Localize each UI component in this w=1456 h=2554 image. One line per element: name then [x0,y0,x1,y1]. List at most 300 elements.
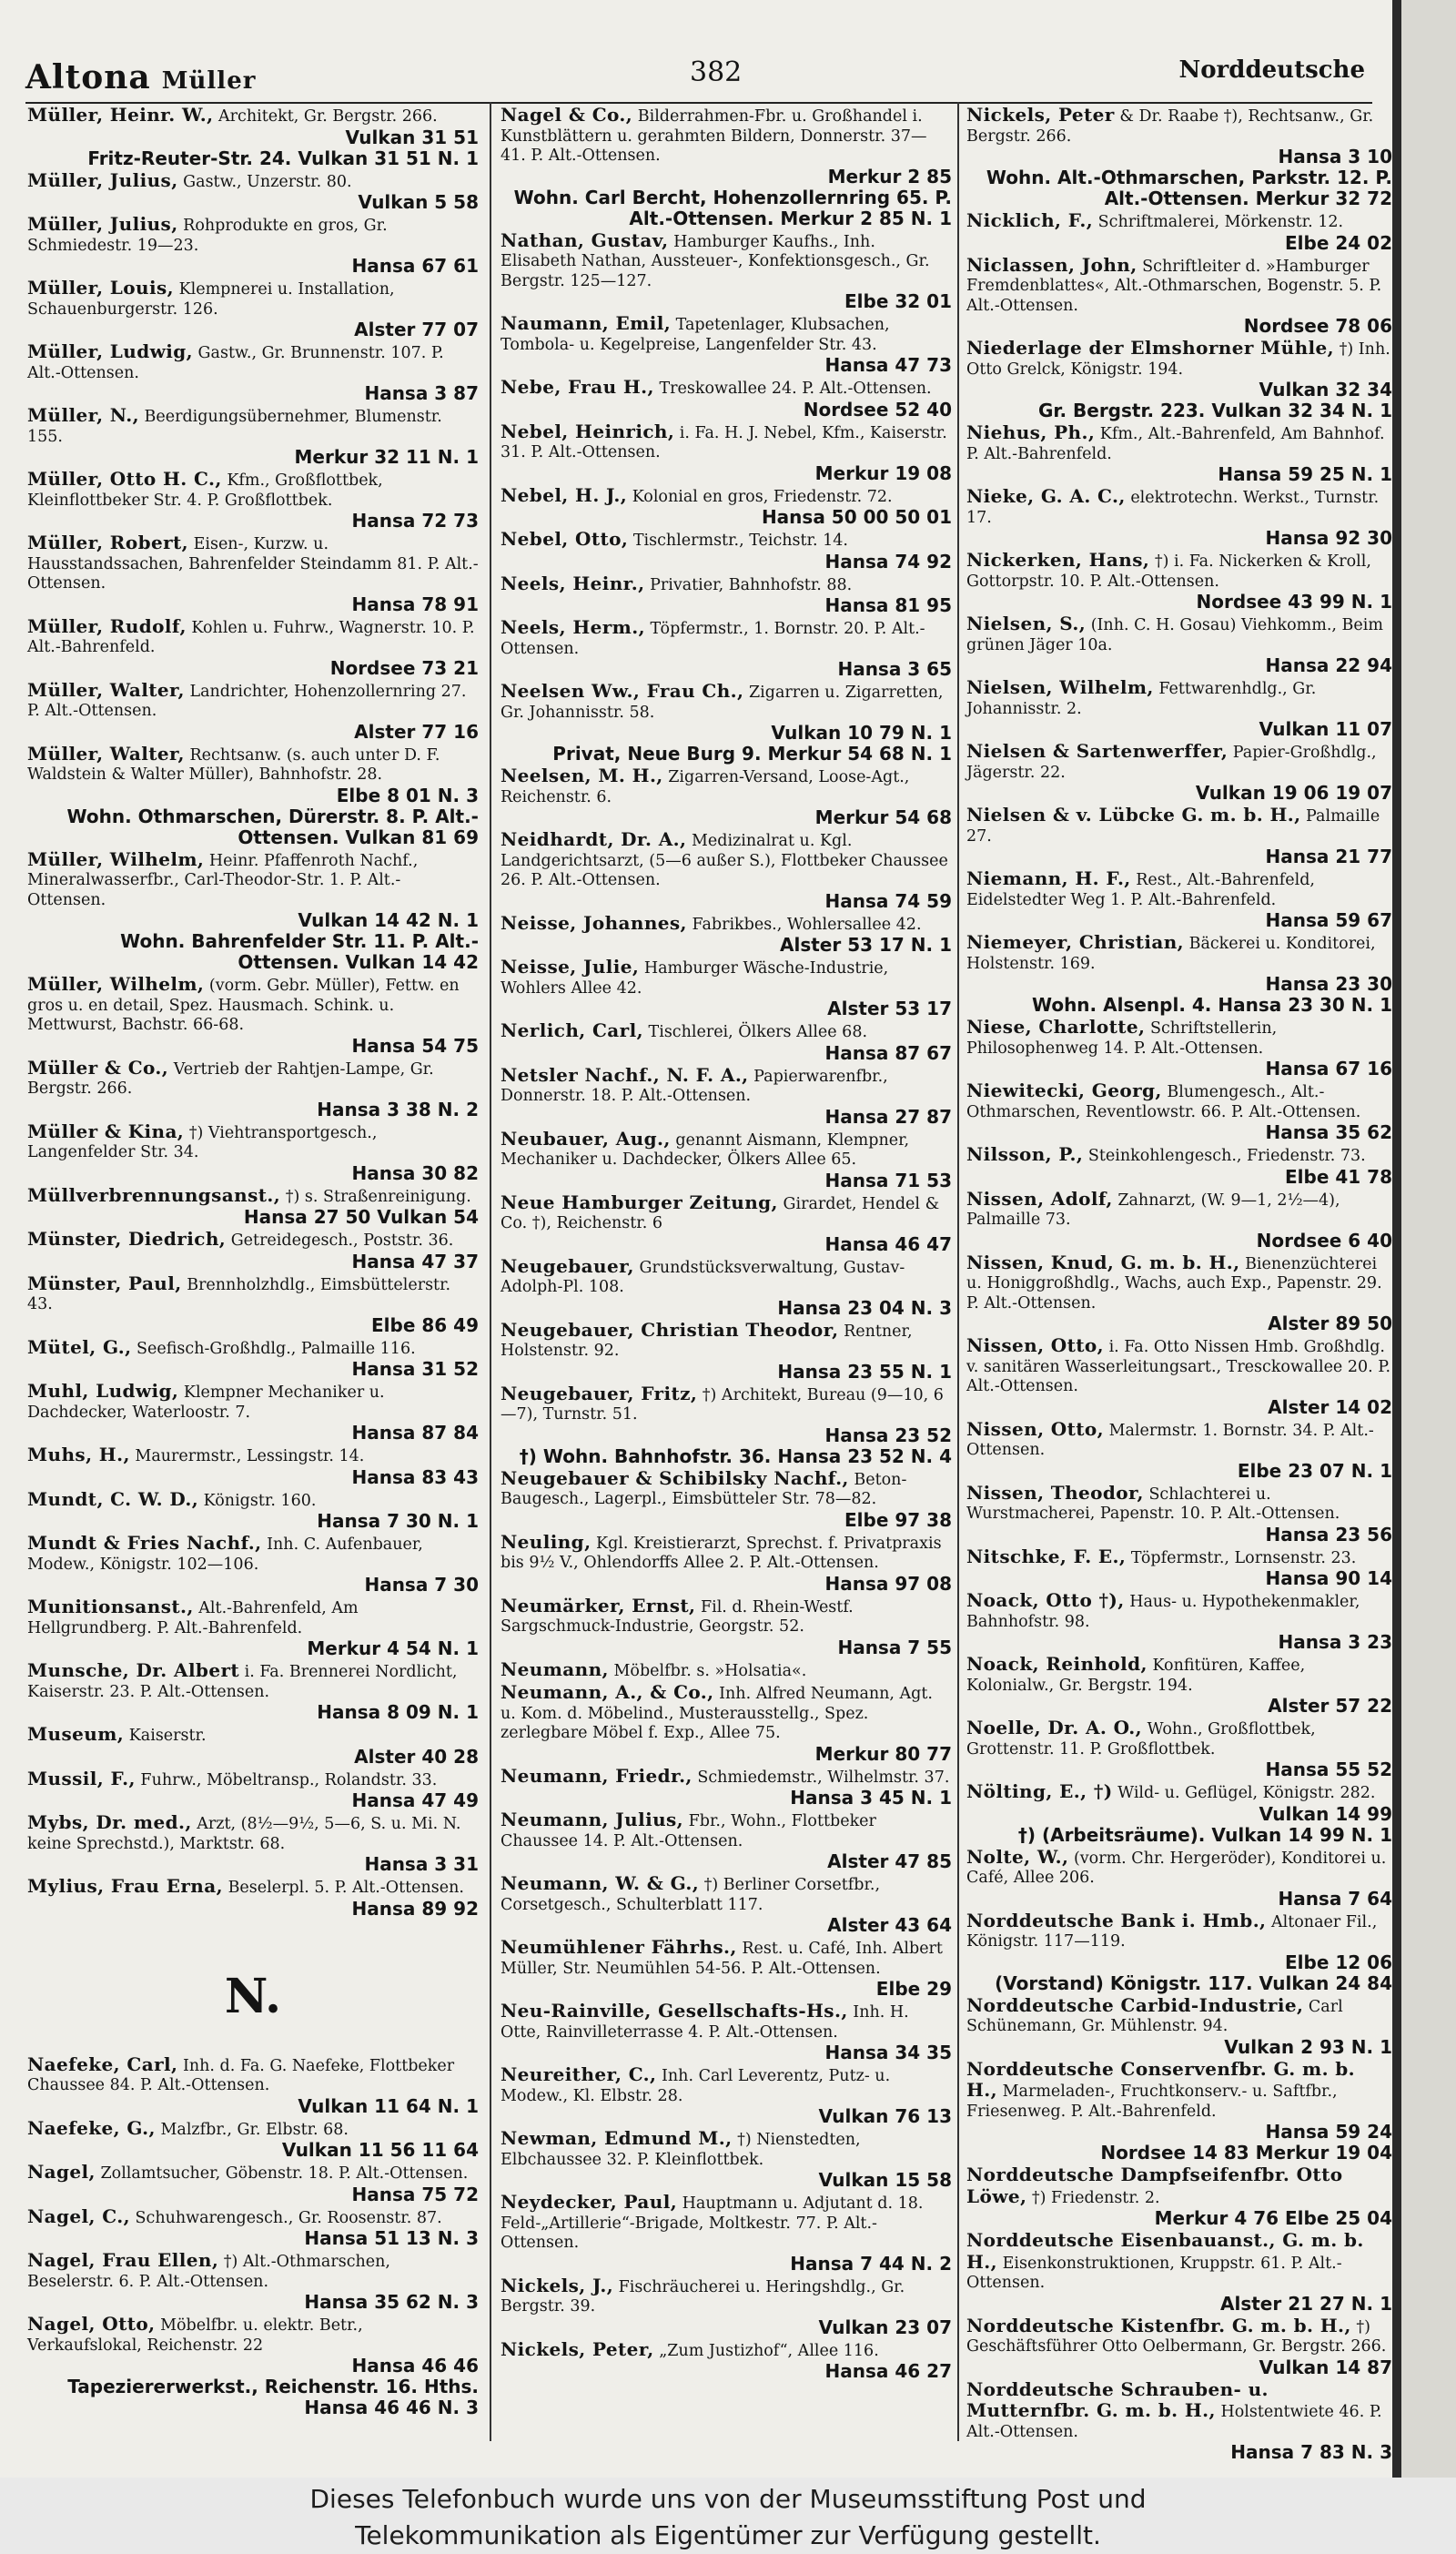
directory-entry [500,1384,952,1467]
telephone-number: Hansa 92 30 [1265,527,1392,549]
entry-details: Girardet, Hendel & Co. †), Reichenstr. 6 [500,1194,940,1232]
entry-name: Niemeyer, Christian, [966,931,1184,953]
telephone-number: Hansa 21 77 [1265,846,1392,867]
directory-entry [27,1597,479,1659]
telephone-number: Hansa 3 23 [1278,1631,1392,1653]
column-2 [500,106,952,2436]
entry-name: Nielsen, Wilhelm, [966,676,1154,698]
entry-name: Munitionsanst., [27,1596,194,1617]
adjacent-page-edge [1392,0,1456,2478]
directory-entry [27,470,479,532]
entry-name: Norddeutsche Eisenbauanst., G. m. b. H., [966,2229,1364,2273]
directory-entry [966,1417,1392,1482]
directory-entry [27,106,479,169]
entry-name: Nissen, Adolf, [966,1187,1113,1210]
directory-entry [966,1547,1392,1590]
telephone-number: Hansa 47 73 [824,354,952,376]
entry-name: Netsler Nachf., N. F. A., [500,1063,749,1086]
entry-details: Königstr. 160. [203,1491,317,1510]
footer [0,2478,1456,2554]
entry-details: Kolonial en gros, Friedenstr. 72. [632,487,893,506]
entry-details: i. Fa. H. J. Nebel, Kfm., Kaiserstr. 31. P. Alt.-Ottensen. [500,423,947,461]
telephone-number: Hansa 54 75 [351,1034,479,1057]
telephone-number: Alster 53 17 [827,998,952,1019]
telephone-number: Hansa 8 09 N. 1 [317,1701,479,1723]
entry-details: Beselerpl. 5. P. Alt.-Ottensen. [228,1879,464,1897]
directory-entry [500,2276,952,2338]
directory-entry [27,279,479,340]
entry-name: Neugebauer, Fritz, [500,1382,698,1404]
telephone-number: Hansa 31 52 [351,1358,479,1380]
telephone-number: Elbe 41 78 [1285,1165,1392,1188]
entry-details: Zigarren-Versand, Loose-Agt., Reichenstr. 6. [500,768,910,806]
entry-name: Neisse, Julie, [500,956,640,978]
entry-details: (vorm. Chr. Hergeröder), Konditorei u. Café, Allee 206. [966,1849,1387,1887]
telephone-number: Hansa 7 44 N. 2 [790,2252,952,2275]
telephone-number: Hansa 23 56 [1265,1523,1392,1546]
entry-details: Carl Schünemann, Gr. Mühlenstr. 94. [966,1997,1343,2035]
entry-name: Müller, Wilhelm, [27,973,205,995]
entry-name: Müller & Kina, [27,1120,185,1142]
entry-name: Nebel, H. J., [500,483,628,506]
entry-details: †) Viehtransportgesch., Langenfelder Str. 34. [27,1123,378,1161]
entry-name: Naumann, Emil, [500,312,672,334]
directory-entry [27,1534,479,1596]
telephone-number: Hansa 35 62 N. 3 [304,2291,479,2313]
entry-name: Noelle, Dr. A. O., [966,1717,1142,1738]
telephone-number: Hansa 23 04 N. 3 [777,1296,952,1319]
entry-details: Eisen-, Kurzw. u. Hausstandssachen, Bahrenfelder Steindamm 81. P. Alt.-Ottensen. [27,535,479,593]
entry-details: Fuhrw., Möbeltransp., Rolandstr. 33. [140,1770,438,1789]
entry-name: Norddeutsche Kistenfbr. G. m. b. H., [966,2314,1351,2336]
directory-entry [27,1056,479,1120]
entry-name: Nickels, J., [500,2274,614,2296]
telephone-number: Vulkan 2 93 N. 1 [1224,2035,1392,2058]
entry-name: Neu-Rainville, Gesellschafts-Hs., [500,2000,848,2022]
telephone-number: Hansa 35 62 [1265,1121,1392,1143]
directory-entry [966,2316,1392,2378]
telephone-number: Merkur 54 68 [814,806,952,828]
directory-entry [966,423,1392,485]
directory-entry [27,215,479,277]
entry-name: Neydecker, Paul, [500,2191,678,2213]
column-3 [966,104,1392,2463]
telephone-number: Hansa 89 92 [351,1897,479,1920]
telephone-number: Wohn. Alsenpl. 4. Hansa 23 30 N. 1 [1031,994,1392,1016]
entry-details: Beerdigungsübernehmer, Blumenstr. 155. [27,408,442,446]
directory-entry [966,551,1392,613]
entry-name: Nissen, Otto, [966,1417,1104,1440]
telephone-number: Hansa 59 25 N. 1 [1218,463,1392,485]
entry-details: Malzfbr., Gr. Elbstr. 68. [160,2120,349,2139]
telephone-number: Alster 21 27 N. 1 [1220,2292,1392,2315]
telephone-number: Merkur 2 85 [827,165,952,187]
telephone-number: Hansa 3 31 [364,1853,479,1875]
directory-entry [966,678,1392,740]
directory-entry [966,1782,1392,1846]
entry-details: Haus- u. Hypothekenmakler, Bahnhofstr. 98. [966,1593,1360,1631]
directory-entry [966,1591,1392,1653]
telephone-number: Wohn. Carl Bercht, Hohenzollernring 65. P. Alt.-Ottensen. Merkur 2 85 N. 1 [513,186,952,229]
entry-name: Mussil, F., [27,1767,136,1789]
directory-entry [500,483,952,529]
entry-details: Maurermstr., Lessingstr. 14. [135,1447,365,1465]
telephone-number: Hansa 87 67 [824,1041,952,1064]
entry-details: Eisenkonstruktionen, Kruppstr. 61. P. Alt.-Ottensen. [966,2254,1342,2292]
entry-name: Nickels, Peter [966,104,1115,126]
entry-name: Nielsen, S., [966,613,1087,634]
telephone-number: Alster 47 85 [827,1850,952,1872]
directory-entry [500,574,952,617]
telephone-number: Hansa 47 49 [351,1789,479,1811]
directory-entry [27,2204,479,2250]
telephone-number: Vulkan 11 07 [1259,718,1392,740]
entry-details: †) Inh. Otto Grelck, Königstr. 194. [966,340,1390,379]
entry-details: Kaiserstr. [128,1727,207,1745]
directory-entry [500,1810,952,1872]
telephone-number: Vulkan 15 58 [818,2169,952,2191]
entry-details: Wild- u. Geflügel, Königstr. 282. [1117,1784,1376,1802]
entry-details: Rohprodukte en gros, Gr. Schmiedestr. 19—23. [27,217,388,255]
telephone-number: Vulkan 31 51 [345,126,479,148]
entry-name: Müller & Co., [27,1056,169,1079]
entry-name: Neue Hamburger Zeitung, [500,1191,778,1213]
directory-entry [966,1187,1392,1252]
entry-name: Nagel, [27,2161,96,2183]
entry-name: Nissen, Knud, G. m. b. H., [966,1251,1240,1273]
header-rule [25,102,1372,104]
entry-details: Medizinalrat u. Kgl. Landgerichtsarzt, (5—6 außer S.), Flottbeker Chaussee 26. P. Alt.-Ottensen. [500,832,948,889]
entry-name: Niclassen, John, [966,253,1138,276]
telephone-number: Elbe 86 49 [371,1313,479,1336]
telephone-number: Alster 77 16 [354,720,479,743]
directory-entry [27,975,479,1057]
telephone-number: Nordsee 78 06 [1243,315,1392,337]
entry-details: †) Geschäftsführer Otto Oelbermann, Gr. Bergstr. 266. [966,2317,1387,2356]
directory-entry [500,830,952,912]
telephone-number: Vulkan 14 99 [1259,1802,1392,1825]
telephone-number: Merkur 32 11 N. 1 [294,446,479,468]
telephone-number: Alster 43 64 [827,1914,952,1936]
telephone-number: Vulkan 10 79 N. 1 [771,722,952,744]
directory-entry [966,1845,1392,1910]
entry-details: Konfitüren, Kaffee, Kolonialw., Gr. Bergstr. 194. [966,1657,1306,1695]
telephone-number: Hansa 47 37 [351,1250,479,1272]
telephone-number: Hansa 59 24 [1265,2121,1392,2143]
entry-details: †) Friedenstr. 2. [1031,2188,1160,2207]
entry-details: Bilderrahmen-Fbr. u. Großhandel i. Kunstblättern u. gerahmten Bildern, Donnerstr. 37—41. P. Alt.-Ottensen. [500,107,927,165]
directory-entry [500,1127,952,1191]
entry-details: Klempner Mechaniker u. Dachdecker, Waterloostr. 7. [27,1383,385,1422]
entry-name: Neelsen, M. H., [500,765,663,786]
entry-name: Niewitecki, Georg, [966,1079,1162,1101]
entry-details: (Inh. C. H. Gosau) Viehkomm., Beim grünen Jäger 10a. [966,616,1383,654]
entry-details: Inh. Alfred Neumann, Agt. u. Kom. d. Möbelind., Musterausstellg., Spez. zerlegbare Möbel f. Exp., Allee 75. [500,1685,933,1742]
telephone-number: Vulkan 14 42 N. 1 [298,909,479,931]
telephone-number: Hansa 23 52 [824,1424,952,1446]
entry-name: Niederlage der Elmshorner Mühle, [966,337,1335,359]
telephone-number: Vulkan 76 13 [818,2105,952,2127]
directory-entry [500,1764,952,1809]
entry-details: Landrichter, Hohenzollernring 27. P. Alt.-Ottensen. [27,682,467,720]
directory-entry [27,1445,479,1488]
directory-entry [966,1481,1392,1546]
directory-entry [500,1021,952,1064]
directory-entry [966,2057,1392,2164]
telephone-number: Nordsee 52 40 [803,398,952,421]
telephone-number: Hansa 22 94 [1265,654,1392,676]
section-letter: N. [224,1968,282,2024]
entry-name: Müller, Wilhelm, [27,847,205,870]
entry-name: Mylius, Frau Erna, [27,1875,223,1897]
entry-name: Nebel, Heinrich, [500,420,675,442]
entry-details: Inh. H. Otte, Rainvilleterrasse 4. P. Alt.-Ottensen. [500,2003,909,2042]
telephone-number: Hansa 7 83 N. 3 [1230,2441,1392,2463]
directory-entry [27,742,479,848]
directory-entry [966,2165,1392,2229]
telephone-number: Hansa 34 35 [824,2042,952,2063]
directory-entry [500,2193,952,2275]
telephone-number: Hansa 87 84 [351,1422,479,1444]
directory-entry [27,2251,479,2313]
entry-name: Müller, N., [27,404,139,426]
directory-entry [27,406,479,468]
directory-entry [966,1253,1392,1335]
telephone-number: Wohn. Othmarschen, Dürerstr. 8. P. Alt.-Ottensen. Vulkan 81 69 [66,805,479,848]
entry-details: Privatier, Bahnhofstr. 88. [650,575,853,594]
entry-name: Neugebauer & Schibilsky Nachf., [500,1466,849,1489]
directory-entry [27,1661,479,1723]
telephone-number: Alster 40 28 [354,1745,479,1768]
directory-entry [966,487,1392,549]
entry-details: Tapetenlager, Klubsachen, Tombola- u. Kegelpreise, Langenfelder Str. 43. [500,316,890,354]
telephone-number: Hansa 51 13 N. 3 [304,2227,479,2249]
telephone-number: Hansa 72 73 [351,510,479,532]
telephone-number: Hansa 67 61 [351,255,479,277]
telephone-number: Hansa 81 95 [824,594,952,616]
directory-entry [500,1683,952,1765]
telephone-number: Hansa 3 45 N. 1 [790,1787,952,1809]
telephone-number: Alster 57 22 [1268,1695,1392,1717]
directory-entry [27,1230,479,1272]
entry-name: Neugebauer, Christian Theodor, [500,1318,839,1341]
entry-details: Heinr. Pfaffenroth Nachf., Mineralwasserfbr., Carl-Theodor-Str. 1. P. Alt.-Ottensen. [27,851,419,909]
directory-entry [500,530,952,573]
directory-entry [27,342,479,404]
entry-name: Müller, Heinr. W., [27,104,214,126]
telephone-number: Hansa 3 87 [364,382,479,404]
telephone-number: Merkur 4 76 Elbe 25 04 [1154,2207,1392,2229]
telephone-number: Nordsee 73 21 [329,656,479,679]
entry-details: Klempnerei u. Installation, Schauenburgerstr. 126. [27,280,395,319]
entry-name: Müller, Julius, [27,168,178,191]
entry-name: Nicklich, F., [966,209,1094,231]
directory-entry [500,2065,952,2127]
entry-name: Nilsson, P., [966,1143,1084,1165]
entry-details: Hauptmann u. Adjutant d. 18. Feld-„Artillerie“-Brigade, Moltkestr. 77. P. Alt.-Ottensen. [500,2194,924,2252]
entry-details: Rest., Alt.-Bahrenfeld, Eidelstedter Weg 1. P. Alt.-Bahrenfeld. [966,871,1315,909]
entry-details: Tischlermstr., Teichstr. 14. [632,532,848,550]
entry-name: Müller, Walter, [27,742,185,765]
entry-name: Neumann, Friedr., [500,1764,693,1787]
directory-entry [500,618,952,680]
entry-name: Mundt, C. W. D., [27,1487,199,1510]
entry-name: Müller, Louis, [27,277,174,299]
directory-entry [27,1487,479,1533]
page-number: 382 [690,56,743,88]
directory-entry [966,1993,1392,2058]
entry-details: Vertrieb der Rahtjen-Lampe, Gr. Bergstr. 266. [27,1059,434,1098]
directory-entry [966,1718,1392,1780]
directory-entry [966,1018,1392,1079]
entry-name: Nagel, Frau Ellen, [27,2249,219,2271]
directory-entry [966,253,1392,338]
directory-entry [500,1318,952,1383]
directory-entry [27,2163,479,2205]
entry-details: i. Fa. Brennerei Nordlicht, Kaiserstr. 23. P. Alt.-Ottensen. [27,1663,458,1701]
directory-entry [27,1382,479,1444]
entry-details: Zahnarzt, (W. 9—1, 2½—4), Palmaille 73. [966,1191,1340,1229]
telephone-number: Hansa 7 30 N. 1 [317,1510,479,1532]
telephone-number: Merkur 19 08 [814,461,952,484]
footer-line-1: Dieses Telefonbuch wurde uns von der Museumsstiftung Post und [309,2484,1147,2514]
entry-name: Müller, Robert, [27,532,189,553]
telephone-number: Wohn. Alt.-Othmarschen, Parkstr. 12. P. Alt.-Ottensen. Merkur 32 72 [986,167,1392,209]
entry-details: (vorm. Gebr. Müller), Fettw. en gros u. en detail, Spez. Hausmach. Schink. u. Mettwurst, Bachstr. 66-68. [27,977,460,1034]
entry-details: Altonaer Fil., Königstr. 117—119. [966,1912,1378,1951]
entry-name: Naefeke, Carl, [27,2052,178,2075]
entry-details: Rest. u. Café, Inh. Albert Müller, Str. Neumühlen 54-56. P. Alt.-Ottensen. [500,1940,943,1978]
telephone-number: Hansa 27 87 [824,1105,952,1128]
entry-name: Nagel, C., [27,2204,130,2227]
entry-name: Nebel, Otto, [500,528,629,550]
directory-entry [966,1336,1392,1418]
directory-entry [500,958,952,1019]
entry-details: i. Fa. Otto Nissen Hmb. Großhdlg. v. sanitären Wasserleitungsart., Tresckowallee 20. P. Alt.-Ottensen. [966,1338,1391,1395]
telephone-number: Elbe 24 02 [1285,231,1392,254]
entry-details: Blumengesch., Alt.-Othmarschen, Reventlowstr. 66. P. Alt.-Ottensen. [966,1083,1361,1121]
directory-entry [966,806,1392,867]
entry-name: Münster, Diedrich, [27,1228,227,1250]
telephone-number: (Vorstand) Königstr. 117. Vulkan 24 84 [995,1971,1392,1994]
entry-details: Inh. d. Fa. G. Naefeke, Flottbeker Chaussee 84. P. Alt.-Ottensen. [27,2056,455,2094]
telephone-number: Alster 53 17 N. 1 [780,934,952,956]
entry-details: †) Architekt, Bureau (9—10, 6—7), Turnstr. 51. [500,1385,944,1424]
telephone-number: Hansa 7 30 [364,1574,479,1596]
entry-name: Müller, Walter, [27,678,185,701]
directory-entry [27,1725,479,1768]
telephone-number: Fritz-Reuter-Str. 24. Vulkan 31 51 N. 1 [87,147,479,169]
entry-name: Newman, Edmund M., [500,2127,733,2149]
telephone-number: Hansa 97 08 [824,1572,952,1595]
entry-name: Naefeke, G., [27,2116,156,2139]
telephone-number: Hansa 27 50 Vulkan 54 [243,1206,479,1228]
entry-name: Neels, Heinr., [500,572,645,594]
telephone-number: Elbe 32 01 [844,290,952,312]
entry-name: Nathan, Gustav, [500,228,669,251]
directory-entry [500,378,952,421]
entry-details: Bäckerei u. Konditorei, Holstenstr. 169. [966,935,1376,973]
directory-entry [966,742,1392,804]
entry-details: †) Berliner Corsetfbr., Corsetgesch., Schulterblatt 117. [500,1876,881,1914]
entry-name: Neumann, [500,1657,609,1680]
entry-name: Neureither, C., [500,2063,657,2085]
running-head-left: Altona Müller [25,58,257,96]
directory-entry [27,1335,479,1381]
page-header [25,53,1372,104]
telephone-number: †) Wohn. Bahnhofstr. 36. Hansa 23 52 N. 4 [519,1444,952,1467]
entry-details: Alt.-Bahrenfeld, Am Hellgrundberg. P. Alt.-Bahrenfeld. [27,1599,359,1637]
directory-entry [500,1466,952,1531]
directory-entry [500,2337,952,2383]
entry-details: Arzt, (8½—9½, 5—6, S. u. Mi. N. keine Sprechstd.), Marktstr. 68. [27,1815,461,1853]
column-divider [957,102,959,2441]
directory-entry [500,1874,952,1936]
entry-name: Noack, Otto †), [966,1589,1125,1611]
column-divider [490,102,491,2441]
directory-entry [500,2129,952,2191]
telephone-number: Vulkan 19 06 19 07 [1195,782,1392,804]
directory-entry [500,314,952,376]
telephone-number: Vulkan 11 64 N. 1 [298,2094,479,2117]
directory-entry [27,614,479,679]
entry-details: Fil. d. Rhein-Westf. Sargschmuck-Industrie, Georgstr. 52. [500,1597,854,1636]
entry-name: Norddeutsche Dampfseifenfbr. Otto Löwe, [966,2164,1343,2207]
directory-entry [500,1254,952,1319]
entry-details: Palmaille 27. [966,807,1380,846]
entry-details: Rentner, Holstenstr. 92. [500,1322,913,1360]
directory-entry [27,168,479,214]
directory-entry [27,1813,479,1875]
entry-name: Nissen, Otto, [966,1334,1104,1356]
telephone-number: Hansa 74 92 [824,550,952,573]
entry-details: Wohn., Großflottbek, Grottenstr. 11. P. Großflottbek. [966,1720,1316,1758]
telephone-number: Elbe 12 06 [1285,1951,1392,1973]
entry-details: Schlachterei u. Wurstmacherei, Papenstr. 10. P. Alt.-Ottensen. [966,1485,1340,1523]
entry-name: Müller, Julius, [27,213,178,235]
telephone-number: Hansa 3 10 [1278,146,1392,167]
entry-details: Rechtsanw. (s. auch unter D. F. Waldstein & Walter Müller), Bahnhofstr. 28. [27,745,440,784]
telephone-number: Alster 77 07 [354,319,479,340]
entry-name: Neumann, A., & Co., [500,1681,714,1703]
directory-entry [500,1657,952,1682]
directory-entry [966,1081,1392,1143]
entry-name: Neumühlener Fährhs., [500,1936,737,1958]
entry-name: Muhs, H., [27,1444,130,1465]
entry-details: Zollamtsucher, Göbenstr. 18. P. Alt.-Ottensen. [100,2164,469,2183]
entry-name: Neels, Herm., [500,616,645,638]
directory-entry [27,1769,479,1812]
entry-details: Möbelfbr. u. elektr. Betr., Verkaufslokal, Reichenstr. 22 [27,2316,363,2355]
telephone-number: †) (Arbeitsräume). Vulkan 14 99 N. 1 [1017,1823,1392,1846]
telephone-number: Nordsee 14 83 Merkur 19 04 [1100,2142,1392,2164]
entry-name: Neumann, Julius, [500,1809,684,1830]
telephone-number: Merkur 4 54 N. 1 [307,1637,479,1659]
entry-details: Schriftmalerei, Mörkenstr. 12. [1097,213,1344,231]
telephone-number: Hansa 55 52 [1265,1758,1392,1780]
entry-details: †) Alt.-Othmarschen, Beselerstr. 6. P. Alt.-Ottensen. [27,2253,390,2291]
telephone-number: Hansa 83 43 [351,1465,479,1488]
entry-details: Fettwarenhdlg., Gr. Johannisstr. 2. [966,680,1317,718]
telephone-number: Wohn. Bahrenfelder Str. 11. P. Alt.-Ottensen. Vulkan 14 42 [120,930,479,973]
entry-details: Schriftleiter d. »Hamburger Fremdenblattes«, Alt.-Othmarschen, Bogenstr. 5. P. Alt.-Ottensen. [966,257,1382,315]
telephone-number: Vulkan 11 56 11 64 [281,2139,479,2161]
telephone-number: Elbe 29 [875,1978,952,2000]
entry-name: Nolte, W., [966,1845,1069,1868]
entry-details: Gastw., Unzerstr. 80. [183,172,352,191]
directory-entry [966,211,1392,254]
entry-details: Getreidegesch., Poststr. 36. [230,1231,454,1250]
